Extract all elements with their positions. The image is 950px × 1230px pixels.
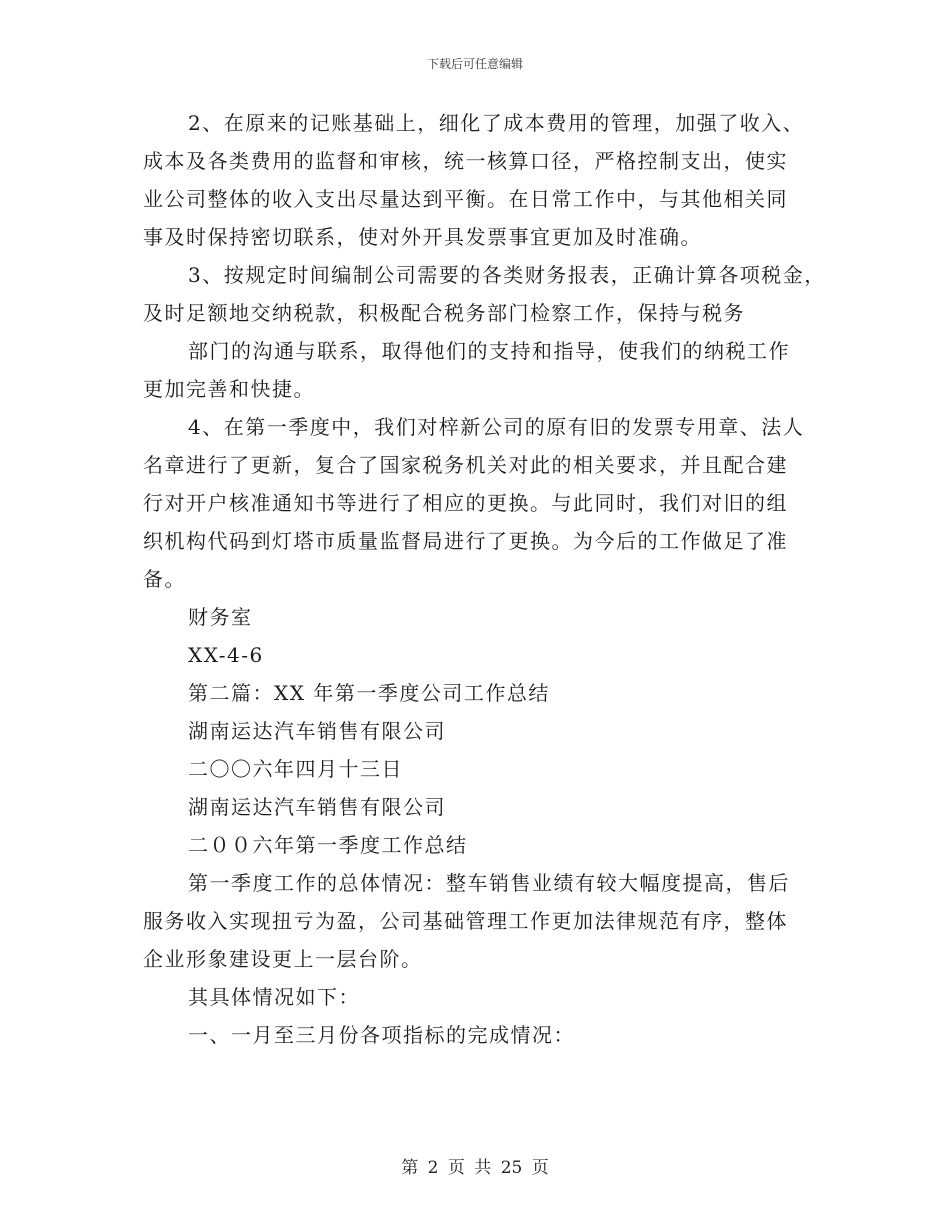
text-line: 业公司整体的收入支出尽量达到平衡。在日常工作中，与其他相关同	[143, 187, 788, 211]
text-line: 及时足额地交纳税款，积极配合税务部门检察工作，保持与税务	[143, 301, 745, 325]
text-line: 2、在原来的记账基础上，细化了成本费用的管理，加强了收入、	[188, 111, 805, 135]
text-line: 湖南运达汽车销售有限公司	[188, 719, 446, 743]
text-line: 成本及各类费用的监督和审核，统一核算口径，严格控制支出，使实	[143, 149, 788, 173]
text-line: 湖南运达汽车销售有限公司	[188, 795, 446, 819]
text-line: 其具体情况如下：	[188, 985, 360, 1009]
page-footer: 第 2 页 共 25 页	[401, 1158, 549, 1178]
text-line: 服务收入实现扭亏为盈，公司基础管理工作更加法律规范有序，整体	[143, 909, 788, 933]
text-line: 企业形象建设更上一层台阶。	[143, 947, 423, 971]
text-line: 行对开户核准通知书等进行了相应的更换。与此同时，我们对旧的组	[143, 491, 788, 515]
text-line: 一、一月至三月份各项指标的完成情况：	[188, 1023, 575, 1047]
text-line: 备。	[143, 567, 186, 591]
text-line: 财务室	[188, 605, 253, 629]
page-header: 下载后可任意编辑	[426, 57, 523, 71]
text-line: 二〇〇六年四月十三日	[188, 757, 403, 781]
text-line: 更加完善和快捷。	[143, 377, 315, 401]
text-line: 二００六年第一季度工作总结	[188, 833, 468, 857]
text-line: 第二篇：XX 年第一季度公司工作总结	[188, 681, 550, 705]
text-line: 事及时保持密切联系，使对外开具发票事宜更加及时准确。	[143, 225, 702, 249]
text-line: 织机构代码到灯塔市质量监督局进行了更换。为今后的工作做足了准	[143, 529, 788, 553]
text-line: 部门的沟通与联系，取得他们的支持和指导，使我们的纳税工作	[188, 339, 790, 363]
text-line: 名章进行了更新，复合了国家税务机关对此的相关要求，并且配合建	[143, 453, 788, 477]
text-line: 3、按规定时间编制公司需要的各类财务报表，正确计算各项税金，	[188, 263, 826, 287]
text-line: 4、在第一季度中，我们对梓新公司的原有旧的发票专用章、法人	[188, 415, 805, 439]
text-line: 第一季度工作的总体情况：整车销售业绩有较大幅度提高，售后	[188, 871, 790, 895]
text-line: XX-4-6	[188, 643, 264, 667]
